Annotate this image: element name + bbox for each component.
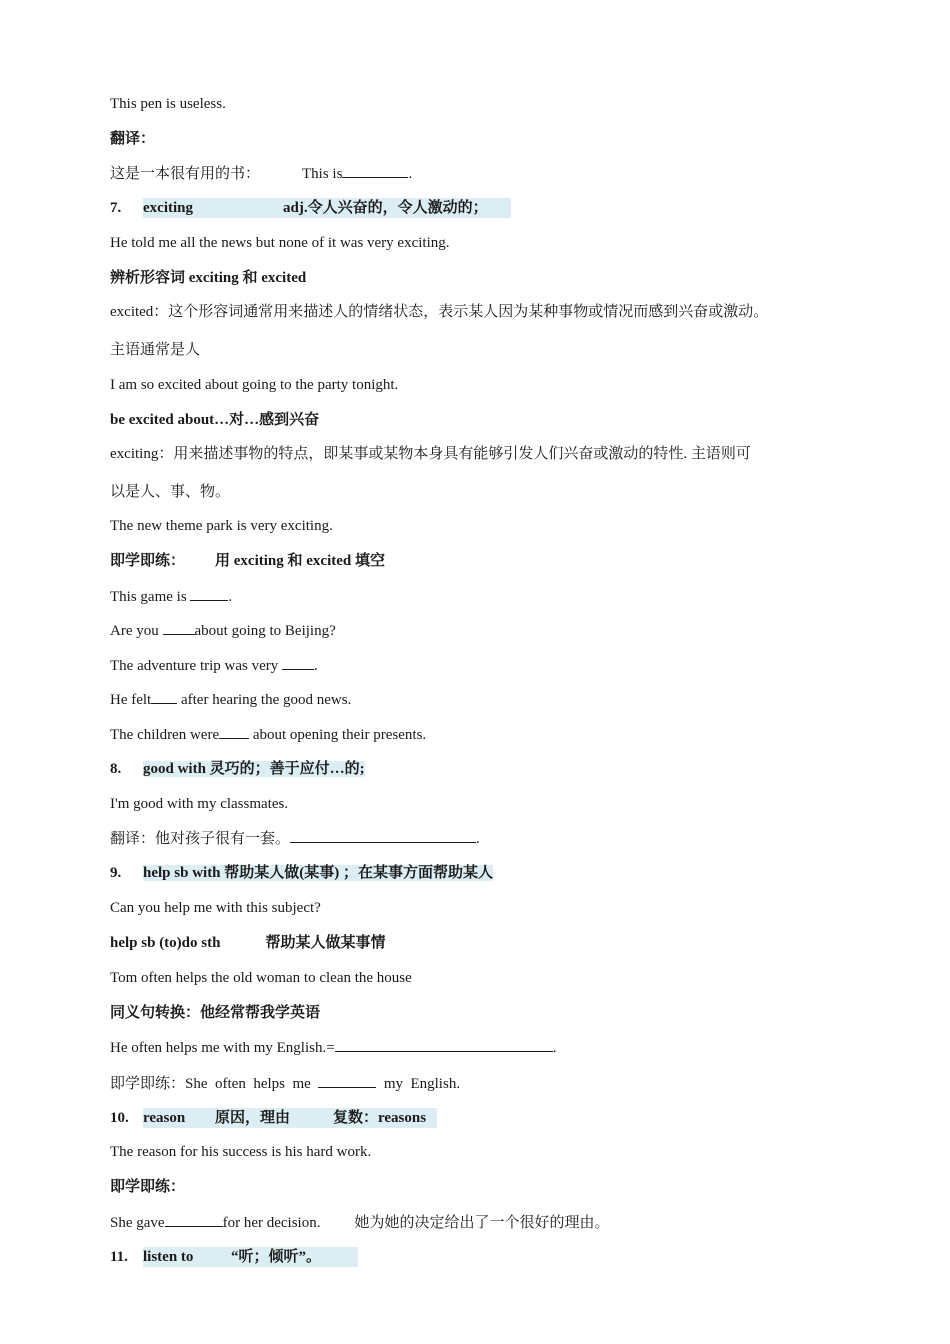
sentence: The new theme park is very exciting.	[110, 518, 333, 534]
chinese-sentence: 这是一本很有用的书：	[110, 166, 261, 182]
vocab-word: listen to	[143, 1249, 194, 1265]
exercise-item	[110, 586, 232, 607]
period: .	[552, 1040, 557, 1056]
sentence: Tom often helps the old woman to clean the house	[110, 970, 412, 986]
sentence: I am so excited about going to the party tonight.	[110, 377, 399, 393]
section-number: 9.	[110, 865, 122, 881]
section-heading-9	[110, 863, 493, 883]
exercise-text: my English.	[376, 1076, 461, 1092]
section-title	[143, 1108, 437, 1128]
exercise-item	[110, 724, 426, 745]
paragraph: 以是人、事、物。	[110, 484, 231, 500]
answer-blank[interactable]	[163, 620, 195, 635]
exercise-instruction: 用 exciting 和 excited 填空	[215, 553, 385, 569]
translation-exercise	[110, 828, 480, 849]
section-heading-11	[110, 1247, 358, 1267]
exercise-text: The adventure trip was very	[110, 658, 283, 674]
section-title	[143, 1247, 358, 1267]
section-number: 10.	[110, 1110, 129, 1126]
answer-blank[interactable]	[165, 1212, 223, 1227]
sentence: This pen is useless.	[110, 96, 226, 112]
vocab-definition: 原因，理由	[215, 1110, 291, 1126]
exercise-text: about opening their presents.	[249, 727, 427, 743]
exercise-item	[110, 1073, 460, 1094]
exercise-item	[110, 620, 336, 641]
exercise-label: 即学即练：	[110, 1179, 186, 1195]
section-number: 7.	[110, 200, 122, 216]
answer-blank[interactable]	[151, 689, 177, 704]
paragraph: excited：这个形容词通常用来描述人的情绪状态，表示某人因为某种事物或情况而感到兴奋或激动。	[110, 304, 769, 320]
sentence: He told me all the news but none of it was very exciting.	[110, 235, 450, 251]
paragraph: exciting：用来描述事物的特点，即某事或某物本身具有能够引发人们兴奋或激动的特性. 主语则可	[110, 446, 751, 462]
exercise-text: Are you	[110, 623, 163, 639]
section-heading-7	[110, 198, 511, 218]
section-heading-10	[110, 1108, 437, 1128]
translate-label: 翻译：	[110, 131, 156, 147]
answer-blank[interactable]	[290, 828, 476, 843]
exercise-label: 即学即练：	[110, 553, 186, 569]
answer-blank[interactable]	[219, 724, 249, 739]
paragraph: 主语通常是人	[110, 342, 201, 358]
exercise-item	[110, 689, 351, 710]
period: .	[476, 831, 480, 847]
exercise-text: .	[314, 658, 318, 674]
vocab-definition: “听；倾听”。	[231, 1249, 322, 1265]
exercise-text: for her decision.	[222, 1215, 321, 1231]
phrase-meaning: 帮助某人做某事情	[265, 935, 386, 951]
section-heading-8	[110, 759, 365, 779]
section-title: good with 灵巧的；善于应付…的;	[143, 761, 365, 777]
answer-blank[interactable]	[318, 1073, 376, 1088]
exercise-text: He often helps me with my English.=	[110, 1040, 335, 1056]
exercise-text: 即学即练：She often helps me	[110, 1076, 319, 1092]
exercise-text: about going to Beijing?	[194, 623, 336, 639]
section-number: 11.	[110, 1249, 128, 1265]
english-prompt: This is	[302, 166, 343, 182]
vocab-plural: 复数：reasons	[333, 1110, 427, 1126]
exercise-text: This game is	[110, 589, 191, 605]
phrase: be excited about…对…感到兴奋	[110, 412, 320, 428]
exercise-text: She gave	[110, 1215, 165, 1231]
exercise-text: The children were	[110, 727, 220, 743]
answer-blank[interactable]	[335, 1037, 553, 1052]
exercise-item	[110, 1212, 609, 1233]
exercise-item	[110, 1037, 556, 1058]
vocab-word: exciting	[143, 200, 193, 216]
period: .	[408, 166, 413, 182]
exercise-heading	[110, 551, 385, 571]
exercise-item	[110, 655, 318, 676]
exercise-text: .	[228, 589, 233, 605]
answer-blank[interactable]	[282, 655, 314, 670]
section-title	[143, 198, 511, 218]
chinese-sentence: 她为她的决定给出了一个很好的理由。	[354, 1215, 610, 1231]
subheading: 辨析形容词 exciting 和 excited	[110, 270, 307, 286]
sentence: I'm good with my classmates.	[110, 796, 289, 812]
exercise-text: after hearing the good news.	[177, 692, 352, 708]
sentence: Can you help me with this subject?	[110, 900, 321, 916]
section-number: 8.	[110, 761, 122, 777]
vocab-word: reason	[143, 1110, 186, 1126]
phrase-english: help sb (to)do sth	[110, 935, 221, 951]
answer-blank[interactable]	[190, 586, 228, 601]
exercise-text: He felt	[110, 692, 152, 708]
chinese-sentence: 翻译：他对孩子很有一套。	[110, 831, 291, 847]
phrase	[110, 933, 385, 953]
exercise-heading: 同义句转换：他经常帮我学英语	[110, 1005, 321, 1021]
vocab-definition: adj.令人兴奋的，令人激动的；	[283, 200, 488, 216]
answer-blank[interactable]	[342, 163, 408, 178]
sentence: The reason for his success is his hard work.	[110, 1144, 372, 1160]
translation-exercise	[110, 163, 412, 184]
section-title: help sb with 帮助某人做(某事) ；在某事方面帮助某人	[143, 865, 494, 881]
